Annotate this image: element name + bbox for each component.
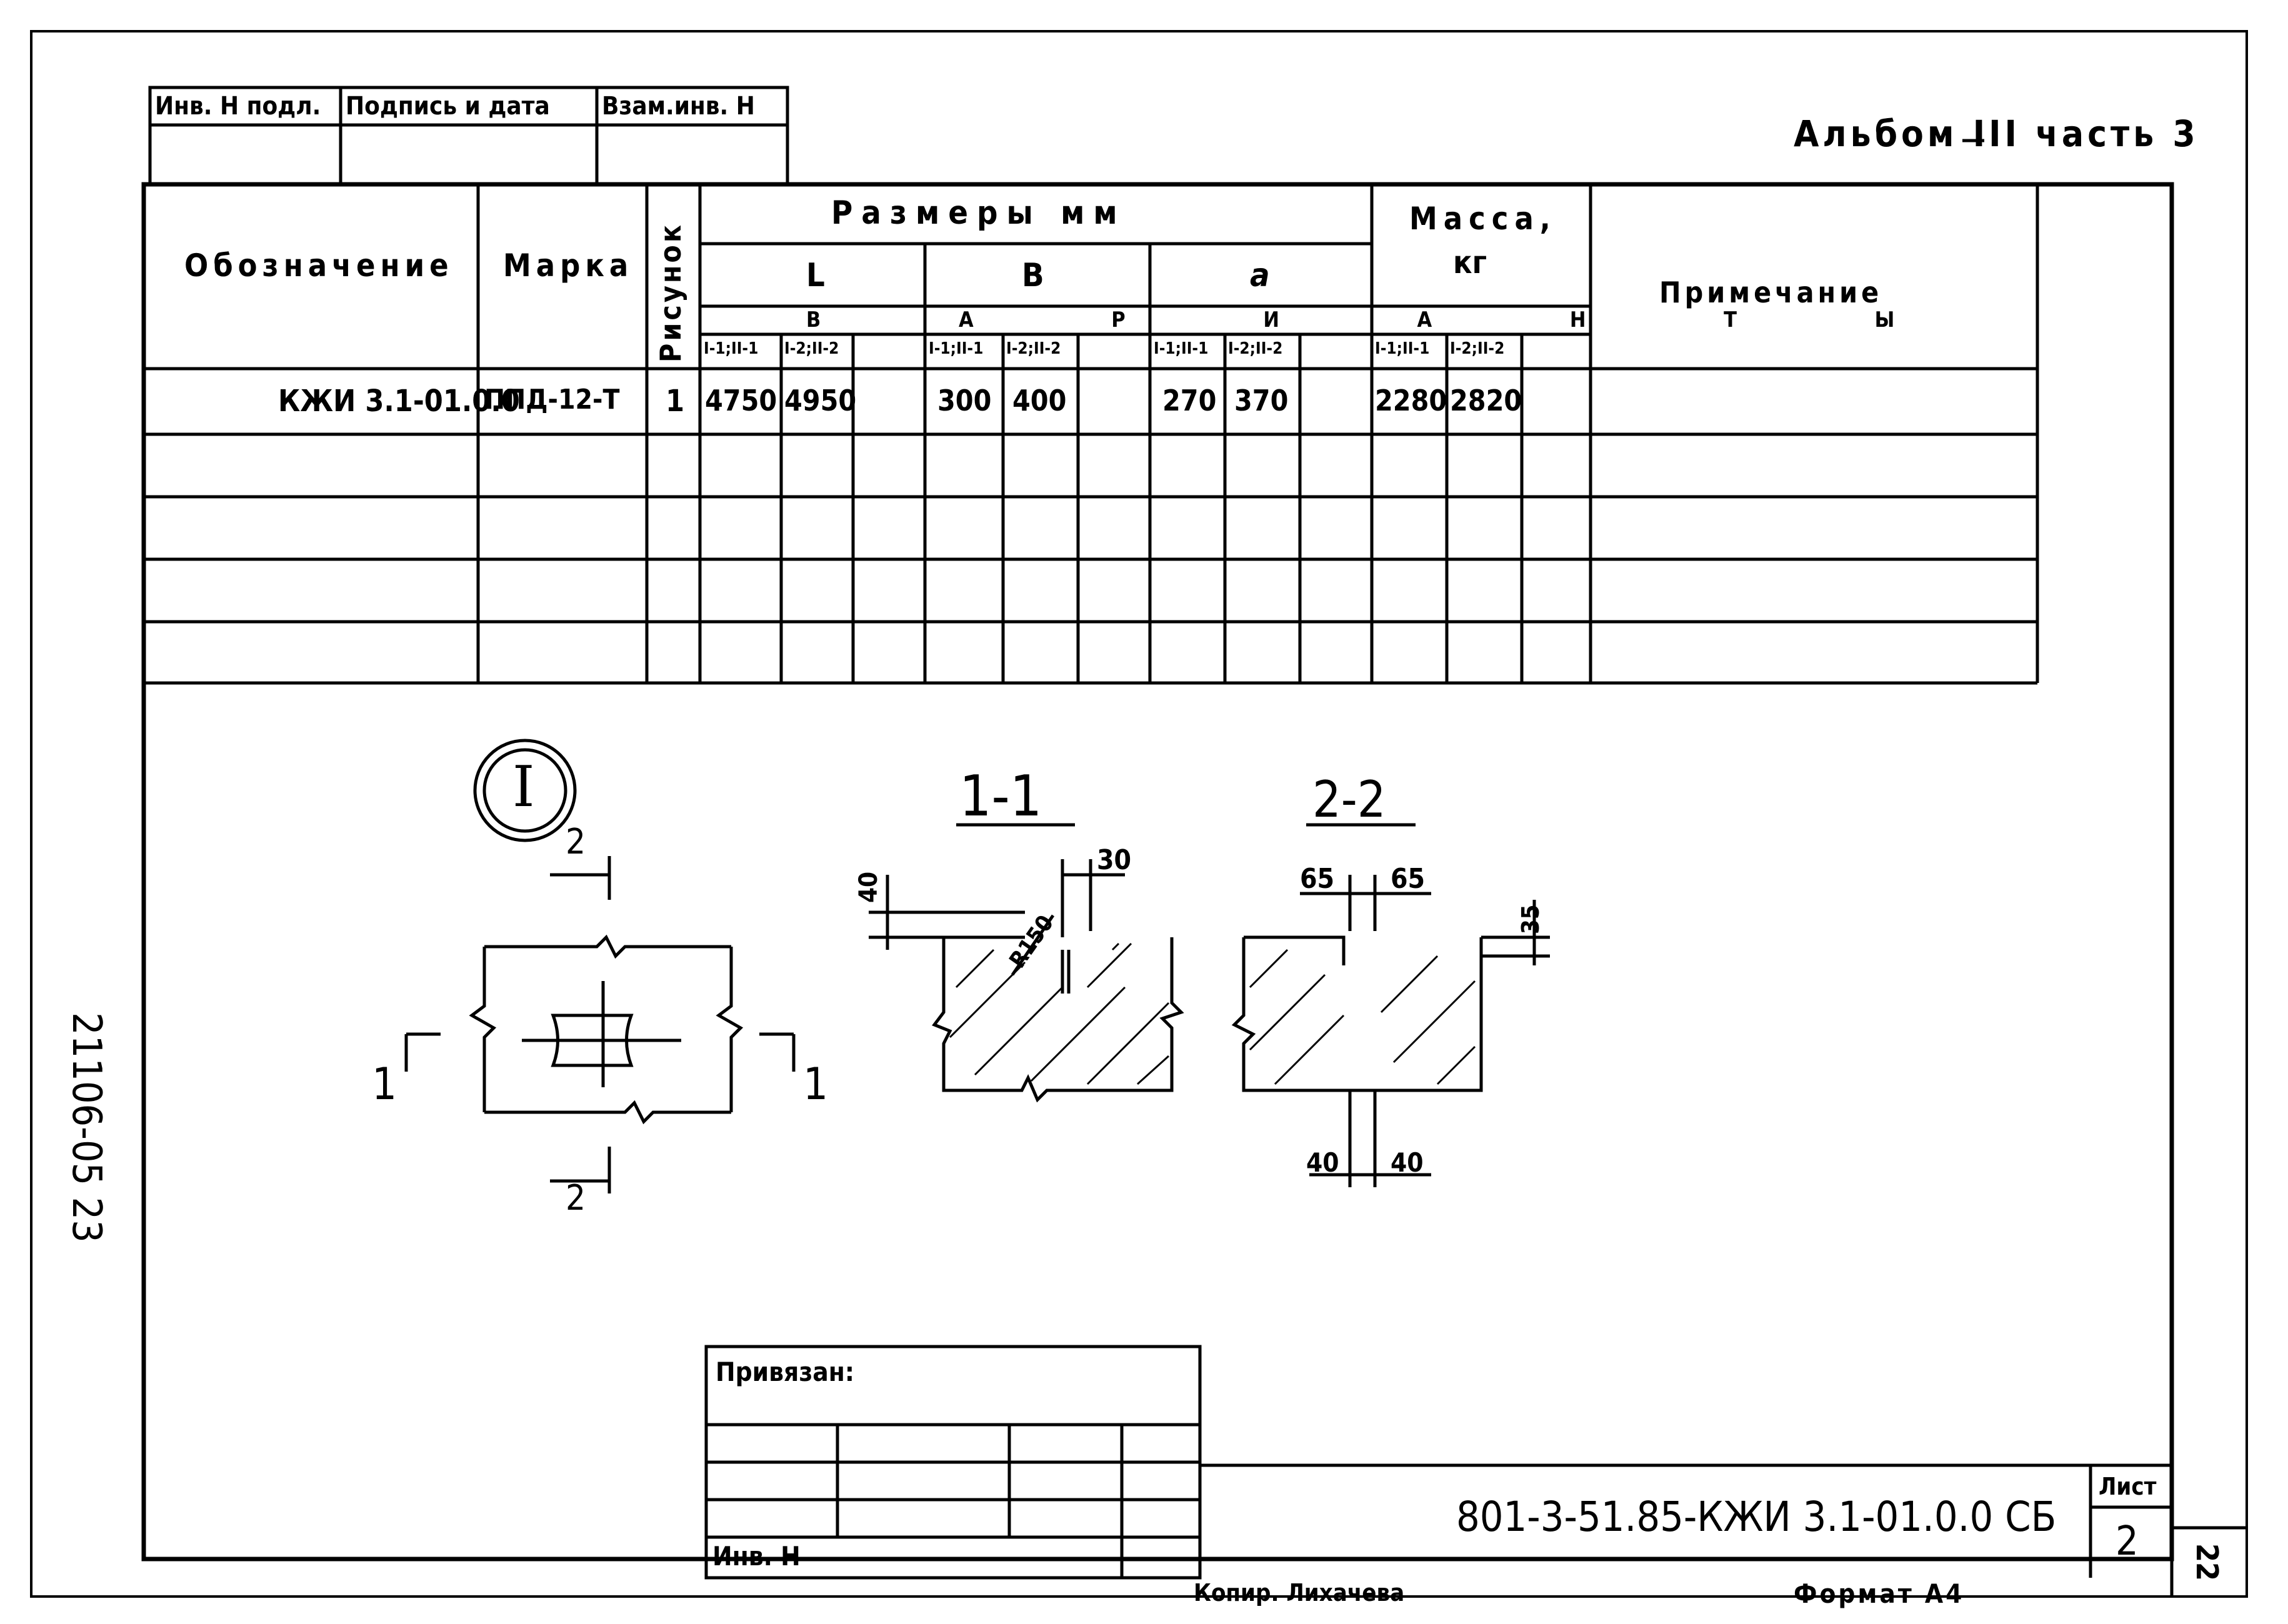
- cut-1-left: 1: [372, 1059, 397, 1110]
- variant-B2: I-2;II-2: [1006, 339, 1061, 358]
- header-figure: Рисунок: [654, 222, 687, 362]
- inv-n-label: Инв. Н: [712, 1541, 801, 1572]
- sheet-number: 2: [2116, 1518, 2139, 1565]
- header-a: a: [1250, 257, 1270, 294]
- sheet-label: Лист: [2099, 1473, 2157, 1500]
- cut-2-bottom: 2: [566, 1178, 586, 1218]
- variant-m2: I-2;II-2: [1450, 339, 1505, 358]
- cut-1-right: 1: [803, 1059, 829, 1110]
- header-mark: Марка: [503, 247, 634, 284]
- header-designation: Обозначение: [184, 247, 454, 284]
- dim-40-left: 40: [1306, 1147, 1339, 1178]
- row-B2: 400: [1012, 384, 1067, 417]
- album-label: Альбом III часть 3: [1794, 112, 2199, 155]
- row-m2: 2820: [1450, 384, 1522, 417]
- row-L1: 4750: [705, 384, 777, 417]
- row-mark: ППД-12-Т: [484, 384, 620, 416]
- header-variants: В А Р И А Н Т Ы: [806, 307, 1961, 332]
- row-L2: 4950: [784, 384, 857, 417]
- header-mass: Масса,: [1409, 201, 1557, 237]
- variant-L2: I-2;II-2: [784, 339, 839, 358]
- privyazan-label: Привязан:: [716, 1357, 854, 1387]
- row-designation: КЖИ 3.1-01.0.0: [278, 384, 520, 419]
- side-code: 21106-05 23: [63, 1012, 109, 1243]
- figure-label: I: [512, 754, 535, 820]
- header-note: Примечание: [1659, 276, 1883, 309]
- stamp-vzam-inv: Взам.инв. Н: [602, 92, 755, 121]
- header-sizes: Размеры мм: [831, 194, 1126, 232]
- dim-40-right: 40: [1391, 1147, 1424, 1178]
- variant-m1: I-1;II-1: [1375, 339, 1430, 358]
- row-a1: 270: [1162, 384, 1217, 417]
- format-label: Формат А4: [1794, 1578, 1965, 1609]
- section-2-title: 2-2: [1312, 770, 1386, 829]
- dim-35: 35: [1517, 904, 1544, 934]
- dim-40-s1: 40: [854, 871, 883, 903]
- header-mass-unit: кг: [1453, 244, 1487, 281]
- variant-a2: I-2;II-2: [1228, 339, 1283, 358]
- variant-a1: I-1;II-1: [1154, 339, 1209, 358]
- section-1-title: 1-1: [959, 764, 1042, 829]
- row-B1: 300: [937, 384, 992, 417]
- plan-view: [406, 740, 794, 1193]
- cut-2-top: 2: [566, 822, 586, 862]
- doc-number: 801-3-51.85-КЖИ 3.1-01.0.0 СБ: [1456, 1493, 2057, 1541]
- header-L: L: [806, 257, 825, 294]
- variant-B1: I-1;II-1: [929, 339, 984, 358]
- stamp-inv-podl: Инв. Н подл.: [155, 92, 321, 121]
- page-number: 22: [2189, 1543, 2224, 1582]
- dim-65-left: 65: [1300, 863, 1335, 895]
- stamp-podpis-data: Подпись и дата: [346, 92, 550, 121]
- row-a2: 370: [1234, 384, 1289, 417]
- copied-by: Копир. Лихачева: [1194, 1579, 1405, 1607]
- dim-R150: R150: [1004, 910, 1059, 973]
- header-B: B: [1022, 257, 1044, 294]
- dim-30: 30: [1097, 844, 1132, 876]
- row-figure: 1: [666, 384, 685, 419]
- variant-L1: I-1;II-1: [704, 339, 759, 358]
- dim-65-right: 65: [1391, 863, 1426, 895]
- row-m1: 2280: [1375, 384, 1447, 417]
